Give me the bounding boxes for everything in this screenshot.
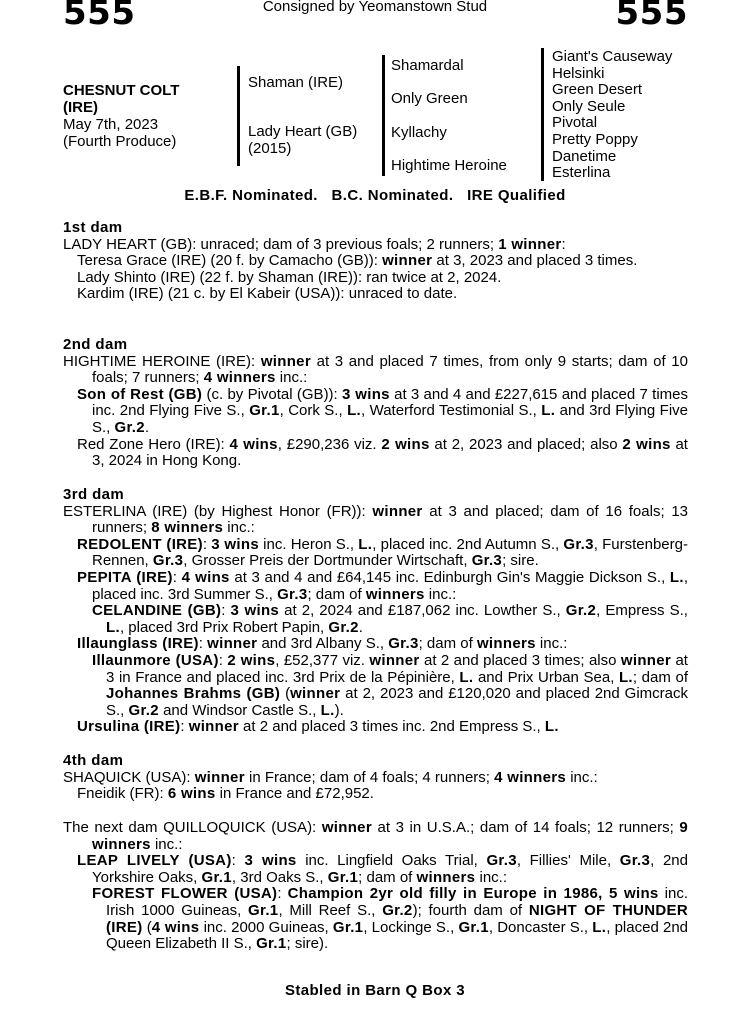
produce-entry: Illaunglass (IRE): winner and 3rd Albany S., Gr.3; dam of winners inc.: [77,635,568,653]
fourth-dam-section [63,753,688,803]
section-heading: 1st dam [63,219,123,236]
dam-dam: Hightime Heroine [391,157,507,174]
pedigree-line-2 [382,55,385,176]
foaling-date: May 7th, 2023 [63,116,159,133]
consignor: Consigned by Yeomanstown Stud [262,0,488,15]
section-heading: 4th dam [63,752,124,769]
ancestor: Danetime [552,147,617,165]
produce-entry: FOREST FLOWER (USA): Champion 2yr old filly in Europe in 1986, 5 wins inc. Irish 1000 Guineas, Gr.1, Mill Reef S., Gr.2); fourth dam of NIGHT OF THUNDER (IRE) (4 wins inc. 2000 Guineas, Gr.1, Lockinge S., Gr.1, Doncaster S., L., placed 2nd Queen Elizabeth II S., Gr.1; sire). [92,885,689,953]
dam-summary: ESTERLINA (IRE) (by Highest Honor (FR)): winner at 3 and placed; dam of 16 foals; 13 runners; 8 winners inc.: [63,502,689,537]
dam-summary: The next dam QUILLOQUICK (USA): winner at 3 in U.S.A.; dam of 14 foals; 12 runners; 9 winners inc.: [63,819,688,853]
third-dam-section [63,487,688,736]
lot-number-left: 555 [63,0,136,33]
horse-identity [63,82,179,150]
dam-summary: SHAQUICK (USA): winner in France; dam of 4 foals; 4 runners; 4 winners inc.: [63,768,598,786]
ancestor: Only Seule [552,97,626,115]
next-dam-section [63,820,688,953]
pedigree-line-3 [541,48,544,181]
produce-entry: CELANDINE (GB): 3 wins at 2, 2024 and £187,062 inc. Lowther S., Gr.2, Empress S., L., placed 3rd Prix Robert Papin, Gr.2. [92,602,688,636]
ancestor: Pretty Poppy [552,130,638,148]
produce-entry: Illaunmore (USA): 2 wins, £52,377 viz. winner at 2 and placed 3 times; also winner at 3 in France and placed inc. 3rd Prix de la Pépinière, L. and Prix Urban Sea, L.; dam of Johannes Brahms (GB) (winner at 2, 2023 and £120,020 and placed 2nd Gimcrack S., Gr.2 and Windsor Castle S., L.). [92,651,688,719]
produce-entry: Son of Rest (GB) (c. by Pivotal (GB)): 3 wins at 3 and 4 and £227,615 and placed 7 times inc. 2nd Flying Five S., Gr.1, Cork S., L., Waterford Testimonial S., L. and 3rd Flying Five S., Gr.2. [77,385,688,436]
sire-name: Shaman (IRE) [248,74,344,91]
ancestor: Esterlina [552,164,611,182]
section-heading: 2nd dam [63,336,128,353]
produce-entry: REDOLENT (IRE): 3 wins inc. Heron S., L., placed inc. 2nd Autumn S., Gr.3, Furstenberg-Rennen, Gr.3, Grosser Preis der Dortmunder Wirtschaft, Gr.3; sire. [77,535,688,570]
second-dam-section [63,337,688,470]
stabling-info: Stabled in Barn Q Box 3 [284,982,466,999]
sire-sire: Shamardal [391,57,464,74]
dam-name: Lady Heart (GB) [248,123,358,140]
ancestor: Pivotal [552,114,598,132]
sire-dam: Only Green [391,90,468,107]
produce-entry: Ursulina (IRE): winner at 2 and placed 3 times inc. 2nd Empress S., L. [77,718,559,736]
ancestor: Giant's Causeway [552,48,673,65]
lot-number-right: 555 [615,0,688,33]
dam-year: (2015) [248,140,292,157]
pedigree-line-1 [237,66,240,166]
horse-name-line1: CHESNUT COLT [63,82,180,99]
dam-sire: Kyllachy [391,124,447,141]
first-dam-section [63,220,688,303]
produce-entry: Teresa Grace (IRE) (20 f. by Camacho (GB)): winner at 3, 2023 and placed 3 times. [77,252,638,270]
produce-entry: Red Zone Hero (IRE): 4 wins, £290,236 viz. 2 wins at 2, 2023 and placed; also 2 wins at 3, 2024 in Hong Kong. [77,435,688,470]
nominations: E.B.F. Nominated. B.C. Nominated. IRE Qualified [184,187,566,204]
section-heading: 3rd dam [63,486,125,503]
produce-entry: Lady Shinto (IRE) (22 f. by Shaman (IRE)): ran twice at 2, 2024. [77,268,502,286]
dam-summary: HIGHTIME HEROINE (IRE): winner at 3 and placed 7 times, from only 9 starts; dam of 10 foals; 7 runners; 4 winners inc.: [63,352,688,387]
produce-entry: Fneidik (FR): 6 wins in France and £72,952. [77,785,374,803]
dam-summary: LADY HEART (GB): unraced; dam of 3 previous foals; 2 runners; 1 winner: [63,235,566,253]
ancestor: Helsinki [552,64,605,82]
produce-entry: Kardim (IRE) (21 c. by El Kabeir (USA)): unraced to date. [77,285,458,303]
produce-note: (Fourth Produce) [63,133,177,150]
produce-entry: LEAP LIVELY (USA): 3 wins inc. Lingfield Oaks Trial, Gr.3, Fillies' Mile, Gr.3, 2nd Yorkshire Oaks, Gr.1, 3rd Oaks S., Gr.1; dam of winners inc.: [77,852,688,886]
produce-entry: PEPITA (IRE): 4 wins at 3 and 4 and £64,145 inc. Edinburgh Gin's Maggie Dickson S., L., placed inc. 3rd Summer S., Gr.3; dam of winners inc.: [77,568,688,603]
ancestor: Green Desert [552,81,643,99]
fourth-generation [552,49,672,182]
horse-name-line2: (IRE) [63,99,98,116]
